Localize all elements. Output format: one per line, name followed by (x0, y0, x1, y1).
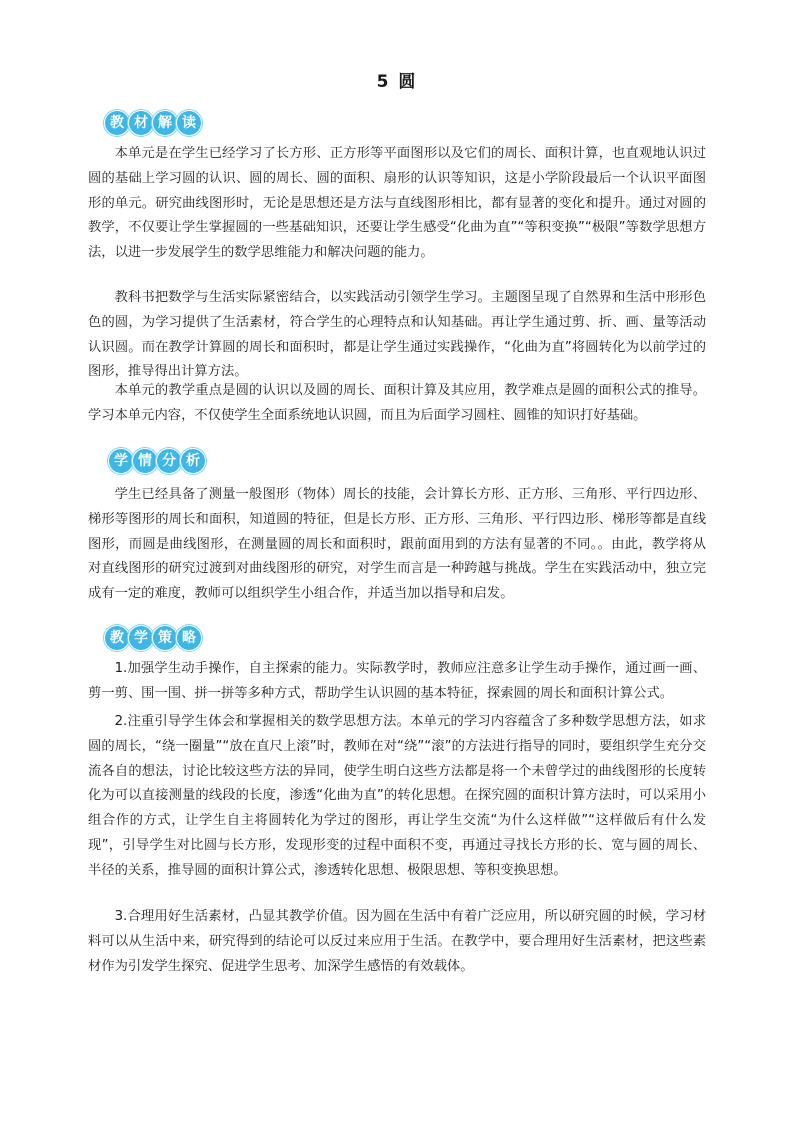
badge-char: 析 (180, 448, 206, 474)
section-badge-textbook (104, 110, 200, 136)
badge-char: 解 (152, 110, 178, 136)
section-badge-teaching-strategy (104, 625, 200, 651)
paragraph: 本单元的教学重点是圆的认识以及圆的周长、面积计算及其应用，教学难点是圆的面积公式的推导。学习本单元内容，不仅使学生全面系统地认识圆，而且为后面学习圆柱、圆锥的知识打好基础。 (88, 383, 706, 423)
section-badge-student-analysis (108, 448, 204, 474)
page-title: 5 圆 (376, 72, 418, 92)
paragraph: 3.合理用好生活素材，凸显其教学价值。因为圆在生活中有着广泛应用，所以研究圆的时候，学习材料可以从生活中来，研究得到的结论可以反过来应用于生活。在教学中，要合理用好生活素材，把这些素材作为引发学生探究、促进学生思考、加深学生感悟的有效载体。 (88, 909, 706, 974)
badge-char: 教 (104, 110, 130, 136)
badge-char: 读 (176, 110, 202, 136)
paragraph: 1.加强学生动手操作，自主探索的能力。实际教学时，教师应注意多让学生动手操作，通过画一画、剪一剪、围一围、拼一拼等多种方式，帮助学生认识圆的基本特征，探索圆的周长和面积计算公式。 (88, 661, 706, 701)
badge-char: 学 (128, 625, 154, 651)
badge-char: 策 (152, 625, 178, 651)
paragraph: 本单元是在学生已经学习了长方形、正方形等平面图形以及它们的周长、面积计算，也直观地认识过圆的基础上学习圆的认识、圆的周长、圆的面积、扇形的认识等知识，这是小学阶段最后一个认识平面图形的单元。研究曲线图形时，无论是思想还是方法与直线图形相比，都有显著的变化和提升。通过对圆的教学，不仅要让学生掌握圆的一些基础知识，还要让学生感受“化曲为直”“等积变换”“极限”等数学思想方法，以进一步发展学生的数学思维能力和解决问题的能力。 (88, 146, 706, 261)
badge-char: 略 (176, 625, 202, 651)
badge-char: 分 (156, 448, 182, 474)
paragraph: 2.注重引导学生体会和掌握相关的数学思想方法。本单元的学习内容蕴含了多种数学思想方法，如求圆的周长，“绕一圈量”“放在直尺上滚”时，教师在对“绕”“滚”的方法进行指导的同时，要组织学生充分交流各自的想法，讨论比较这些方法的异同，使学生明白这些方法都是将一个未曾学过的曲线图形的长度转化为可以直接测量的线段的长度，渗透“化曲为直”的转化思想。在探究圆的面积计算方法时，可以采用小组合作的方式，让学生自主将圆转化为学过的图形，再让学生交流“为什么这样做”“这样做后有什么发现”，引导学生对比圆与长方形，发现形变的过程中面积不变，再通过寻找长方形的长、宽与圆的周长、半径的关系，推导圆的面积计算公式，渗透转化思想、极限思想、等积变换思想。 (88, 714, 706, 878)
paragraph: 教科书把数学与生活实际紧密结合，以实践活动引领学生学习。主题图呈现了自然界和生活中形形色色的圆，为学习提供了生活素材，符合学生的心理特点和认知基础。再让学生通过剪、折、画、量等活动认识圆。而在教学计算圆的周长和面积时，都是让学生通过实践操作，“化曲为直”将圆转化为以前学过的图形，推导得出计算方法。 (88, 290, 706, 380)
paragraph: 学生已经具备了测量一般图形（物体）周长的技能，会计算长方形、正方形、三角形、平行四边形、梯形等图形的周长和面积，知道圆的特征，但是长方形、正方形、三角形、平行四边形、梯形等都是直线图形，而圆是曲线图形，在测量圆的周长和面积时，跟前面用到的方法有显著的不同。。由此，教学将从对直线图形的研究过渡到对曲线图形的研究，对学生而言是一种跨越与挑战。学生在实践活动中，独立完成有一定的难度，教师可以组织学生小组合作，并适当加以指导和启发。 (88, 487, 706, 602)
badge-char: 教 (104, 625, 130, 651)
badge-char: 学 (108, 448, 134, 474)
badge-char: 情 (132, 448, 158, 474)
badge-char: 材 (128, 110, 154, 136)
